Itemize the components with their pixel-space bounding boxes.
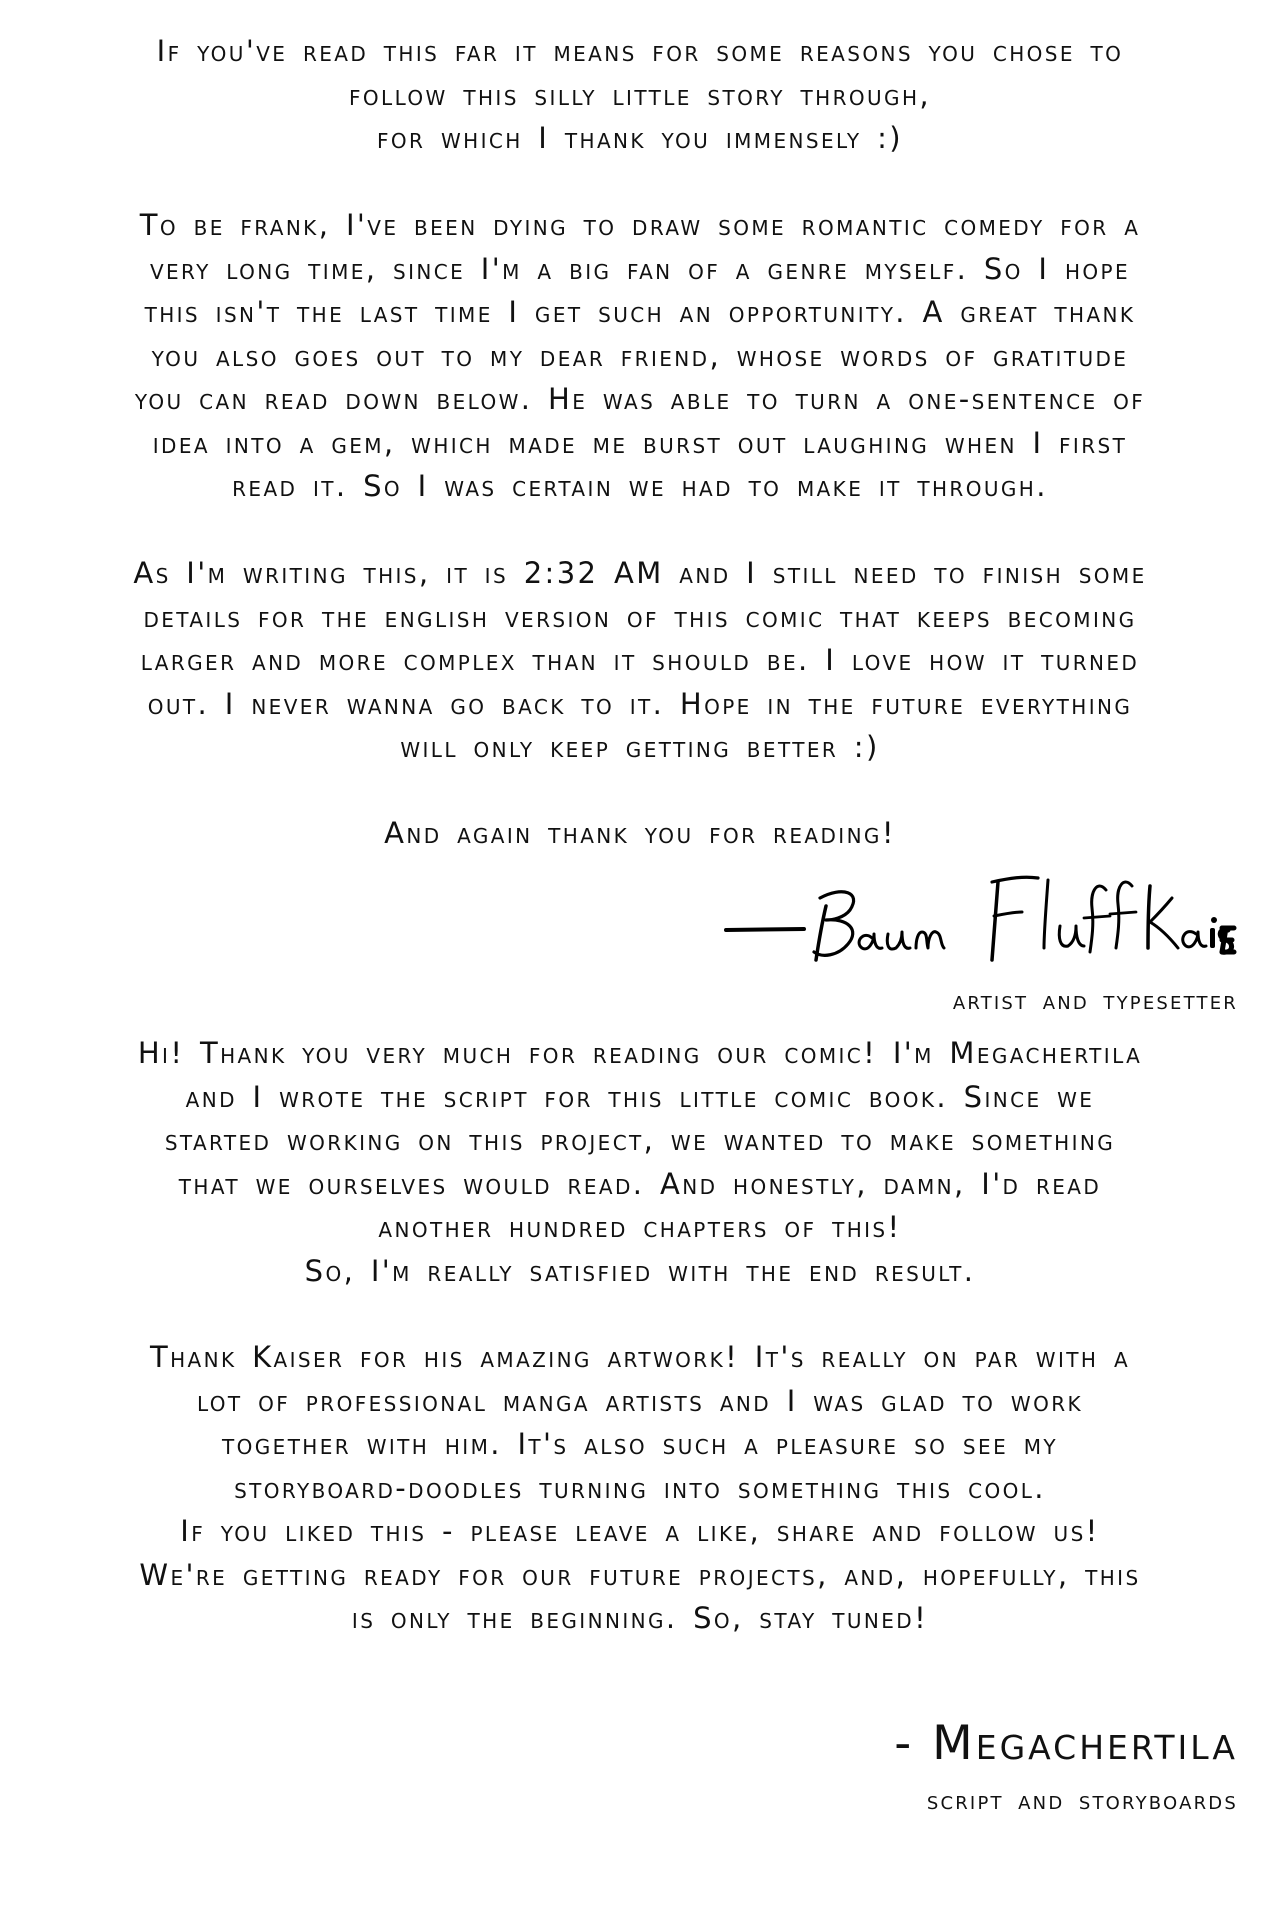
artist-paragraph-3 <box>0 552 1280 770</box>
text-line: details for the english version of this comic that keeps becoming <box>143 599 1137 634</box>
text-line: To be frank, I've been dying to draw some romantic comedy for a <box>139 208 1141 242</box>
text-line: you also goes out to my dear friend, whose words of gratitude <box>151 338 1129 373</box>
artist-signature <box>722 868 1242 978</box>
artist-paragraph-2 <box>0 204 1280 509</box>
text-line: very long time, since I'm a big fan of a genre myself. So I hope <box>149 251 1131 286</box>
text-line: storyboard-doodles turning into something this cool. <box>234 1470 1046 1505</box>
artist-paragraph-4 <box>0 812 1280 856</box>
text-line: Hi! Thank you very much for reading our comic! I'm Megachertila <box>137 1036 1143 1070</box>
artist-paragraph-1 <box>0 30 1280 161</box>
text-line: and I wrote the script for this little comic book. Since we <box>185 1079 1095 1114</box>
text-line: this isn't the last time I get such an opportunity. A great thank <box>144 295 1136 329</box>
text-line: that we ourselves would read. And honestly, damn, I'd read <box>178 1166 1102 1201</box>
text-line: is only the beginning. So, stay tuned! <box>351 1601 929 1635</box>
text-line: And again thank you for reading! <box>384 816 896 850</box>
artist-role: artist and typesetter <box>952 986 1238 1016</box>
writer-signature: - Megachertila <box>894 1716 1238 1771</box>
text-line: you can read down below. He was able to turn a one-sentence of <box>134 382 1146 416</box>
writer-role: script and storyboards <box>926 1786 1238 1816</box>
text-line: will only keep getting better :) <box>400 730 880 764</box>
text-line: idea into a gem, which made me burst out laughing when I first <box>152 425 1128 460</box>
text-line: read it. So I was certain we had to make it through. <box>232 469 1048 503</box>
text-line: for which I thank you immensely :) <box>377 121 903 155</box>
text-line: We're getting ready for our future projects, and, hopefully, this <box>139 1557 1141 1592</box>
text-line: As I'm writing this, it is 2:32 AM and I still need to finish some <box>133 556 1147 590</box>
text-line: If you liked this - please leave a like, share and follow us! <box>180 1514 1100 1548</box>
text-line: follow this silly little story through, <box>349 77 931 112</box>
text-line: lot of professional manga artists and I was glad to work <box>196 1383 1084 1418</box>
text-line: another hundred chapters of this! <box>378 1210 902 1244</box>
text-line: If you've read this far it means for some reasons you chose to <box>156 34 1124 68</box>
writer-paragraph-1 <box>0 1032 1280 1293</box>
writer-paragraph-2 <box>0 1336 1280 1641</box>
text-line: Thank Kaiser for his amazing artwork! It's really on par with a <box>149 1340 1131 1374</box>
text-line: larger and more complex than it should be. I love how it turned <box>140 643 1140 677</box>
text-line: together with him. It's also such a pleasure so see my <box>222 1427 1058 1461</box>
text-line: started working on this project, we wanted to make something <box>164 1123 1116 1157</box>
text-line: out. I never wanna go back to it. Hope in the future everything <box>147 686 1133 721</box>
text-line: So, I'm really satisfied with the end result. <box>304 1253 976 1288</box>
